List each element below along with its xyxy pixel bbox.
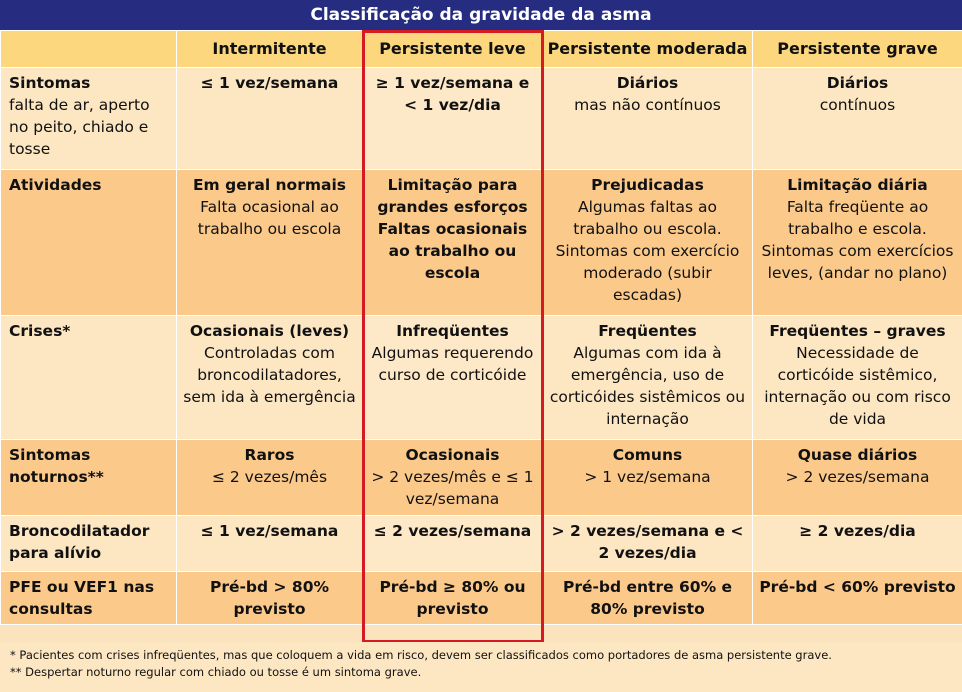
cell-text: > 2 vezes/semana [785, 468, 930, 486]
cell-text: Necessidade de corticóide sistêmico, internação ou com risco de vida [764, 344, 951, 428]
cell [363, 68, 543, 170]
cell-bold: Diários [826, 74, 889, 92]
cell-bold: Freqüentes – graves [769, 322, 946, 340]
row-head [1, 516, 177, 572]
cell-text: Falta ocasional ao trabalho ou escola [197, 198, 342, 238]
cell-bold: Infreqüentes [396, 322, 509, 340]
cell-text: > 2 vezes/mês e ≤ 1 vez/semana [371, 468, 534, 508]
header-persistente-moderada: Persistente moderada [543, 31, 753, 68]
cell [543, 170, 753, 316]
cell [753, 440, 962, 516]
cell [363, 170, 543, 316]
cell-text: ≤ 2 vezes/mês [211, 468, 328, 486]
header-row [1, 31, 962, 68]
row-head-title: Sintomas noturnos** [9, 446, 104, 486]
row-head-title: Sintomas [9, 74, 91, 92]
table-title: Classificação da gravidade da asma [0, 0, 962, 30]
cell [177, 572, 363, 625]
cell [753, 316, 962, 440]
footnote-noturnos: ** Despertar noturno regular com chiado ou tosse é um sintoma grave. [10, 665, 422, 679]
cell [753, 68, 962, 170]
severity-table [0, 30, 962, 625]
header-empty [1, 31, 177, 68]
header-intermitente: Intermitente [177, 31, 363, 68]
cell-bold: Quase diários [797, 446, 918, 464]
header-persistente-grave: Persistente grave [753, 31, 962, 68]
cell [753, 516, 962, 572]
cell-text: Controladas com broncodilatadores, sem ida à emergência [183, 344, 356, 406]
cell [177, 516, 363, 572]
cell-bold: ≥ 2 vezes/dia [799, 522, 916, 540]
row-head [1, 572, 177, 625]
cell [543, 68, 753, 170]
cell-bold: Limitação para grandes esforços Faltas ocasionais ao trabalho ou escola [377, 176, 528, 282]
cell-bold: Pré-bd ≥ 80% ou previsto [379, 578, 526, 618]
footnote-crises: * Pacientes com crises infreqüentes, mas que coloquem a vida em risco, devem ser classificados como portadores de asma persistente grave. [10, 648, 832, 662]
cell-bold: Ocasionais [405, 446, 500, 464]
cell [363, 516, 543, 572]
cell [363, 440, 543, 516]
row-head-title: Crises* [9, 322, 71, 340]
cell [543, 572, 753, 625]
cell-bold: ≤ 2 vezes/semana [373, 522, 532, 540]
row-head [1, 170, 177, 316]
cell [177, 170, 363, 316]
cell-bold: Ocasionais (leves) [189, 322, 350, 340]
cell-bold: Diários [616, 74, 679, 92]
cell-bold: Comuns [612, 446, 683, 464]
cell [363, 316, 543, 440]
row-head-sub: falta de ar, aperto no peito, chiado e tosse [9, 96, 150, 158]
cell [543, 316, 753, 440]
cell-bold: ≤ 1 vez/semana [200, 74, 339, 92]
row-head [1, 316, 177, 440]
row-sintomas-noturnos [1, 440, 962, 516]
row-broncodilatador [1, 516, 962, 572]
cell-text: > 1 vez/semana [584, 468, 711, 486]
row-sintomas [1, 68, 962, 170]
cell-text: Algumas requerendo curso de corticóide [371, 344, 534, 384]
cell-text: Algumas faltas ao trabalho ou escola. Sintomas com exercício moderado (subir escadas) [555, 198, 740, 304]
row-head [1, 440, 177, 516]
row-crises [1, 316, 962, 440]
cell [177, 68, 363, 170]
cell-text: contínuos [819, 96, 896, 114]
cell-bold: Pré-bd < 60% previsto [759, 578, 956, 596]
cell [753, 170, 962, 316]
cell [177, 316, 363, 440]
cell-bold: Pré-bd > 80% previsto [209, 578, 330, 618]
row-head-title: Broncodilatador para alívio [9, 522, 150, 562]
cell-bold: Limitação diária [787, 176, 928, 194]
row-atividades [1, 170, 962, 316]
cell [543, 440, 753, 516]
cell-bold: ≥ 1 vez/semana e < 1 vez/dia [375, 74, 530, 114]
cell-text: Algumas com ida à emergência, uso de corticóides sistêmicos ou internação [549, 344, 746, 428]
cell-bold: ≤ 1 vez/semana [200, 522, 339, 540]
cell-bold: Raros [244, 446, 295, 464]
row-head-title: Atividades [9, 176, 102, 194]
cell-bold: Prejudicadas [591, 176, 704, 194]
cell-bold: Em geral normais [192, 176, 347, 194]
cell [753, 572, 962, 625]
row-head-title: PFE ou VEF1 nas consultas [9, 578, 155, 618]
cell-bold: > 2 vezes/semana e < 2 vezes/dia [551, 522, 744, 562]
cell-text: mas não contínuos [574, 96, 721, 114]
footnotes [0, 642, 962, 692]
cell [543, 516, 753, 572]
header-persistente-leve: Persistente leve [363, 31, 543, 68]
cell-text: Falta freqüente ao trabalho e escola. Sintomas com exercícios leves, (andar no plano) [761, 198, 954, 282]
row-head [1, 68, 177, 170]
cell-bold: Pré-bd entre 60% e 80% previsto [562, 578, 733, 618]
cell-bold: Freqüentes [598, 322, 697, 340]
row-pfe-vef1 [1, 572, 962, 625]
cell [177, 440, 363, 516]
cell [363, 572, 543, 625]
